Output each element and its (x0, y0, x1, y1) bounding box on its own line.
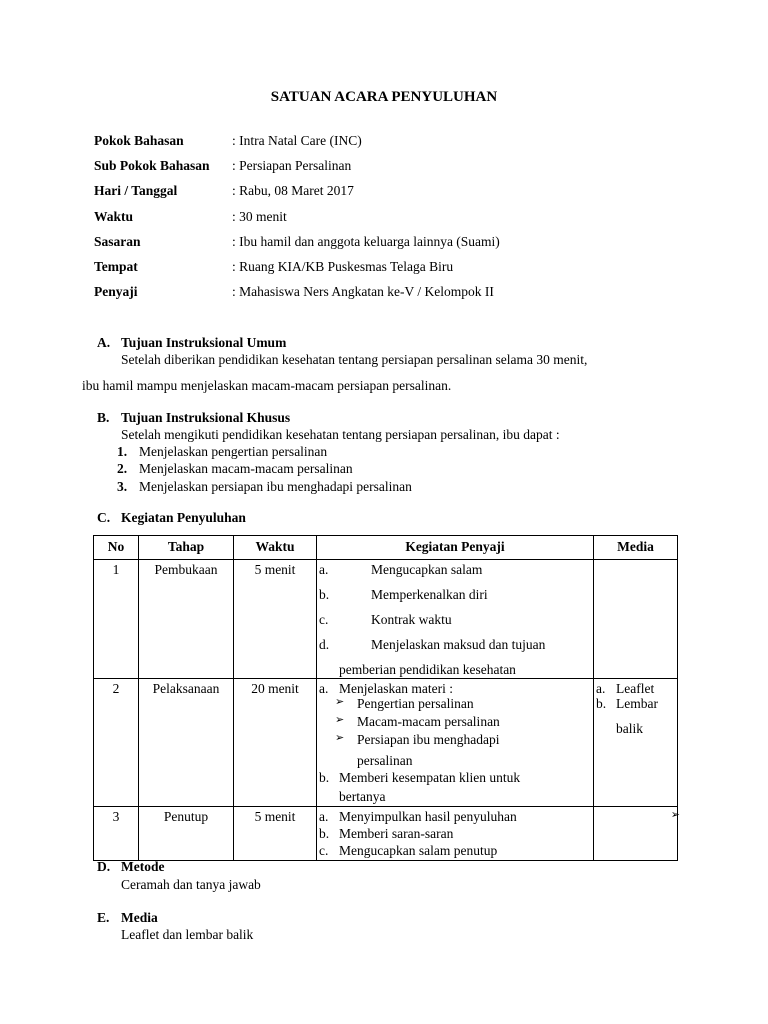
cell-waktu: 5 menit (234, 560, 317, 679)
item-marker: c. (319, 843, 329, 858)
section-c-heading (97, 510, 246, 526)
item-text: Menjelaskan materi : (339, 681, 453, 696)
item-text: Memperkenalkan diri (371, 587, 488, 602)
document-title: SATUAN ACARA PENYULUHAN (270, 89, 498, 105)
arrow-bullet-icon: ➢ (335, 696, 345, 708)
item-text: Memberi saran-saran (339, 826, 454, 841)
table-row (94, 807, 678, 861)
media-line (594, 721, 677, 737)
cell-tahap: Penutup (139, 807, 234, 861)
info-label: Sasaran (94, 233, 141, 249)
info-value: : Mahasiswa Ners Angkatan ke-V / Kelompok II (232, 284, 494, 300)
item-text: Pengertian persalinan (357, 696, 474, 711)
section-title: Media (121, 910, 158, 925)
section-title: Tujuan Instruksional Khusus (121, 410, 291, 425)
activity-line (317, 753, 593, 770)
item-text: bertanya (339, 789, 386, 804)
info-value: : 30 menit (232, 208, 287, 224)
cell-no: 1 (94, 560, 139, 679)
activity-line (317, 843, 593, 860)
list-number: 1. (117, 444, 128, 459)
activity-line (317, 562, 593, 587)
list-text: Menjelaskan pengertian persalinan (139, 444, 328, 459)
item-text: pemberian pendidikan kesehatan (339, 662, 516, 677)
info-row (94, 133, 500, 158)
media-list (594, 681, 677, 737)
item-text: Memberi kesempatan klien untuk (339, 770, 521, 785)
item-text: Kontrak waktu (371, 612, 452, 627)
item-text: Leaflet (616, 681, 655, 696)
table-row (94, 560, 678, 679)
activity-line (317, 789, 593, 805)
section-d-text: Ceramah dan tanya jawab (121, 877, 261, 892)
cell-media (594, 560, 678, 679)
info-value: : Intra Natal Care (INC) (232, 133, 362, 148)
activity-line (317, 681, 593, 696)
cell-kegiatan (317, 679, 594, 807)
item-text: balik (616, 721, 643, 736)
item-marker: a. (596, 681, 606, 696)
activity-line (317, 770, 593, 789)
section-b-intro: Setelah mengikuti pendidikan kesehatan tentang persiapan persalinan, ibu dapat : (121, 427, 560, 442)
info-row (94, 183, 500, 208)
info-label: Penyaji (94, 284, 138, 300)
item-marker: c. (319, 612, 329, 627)
cell-no: 2 (94, 679, 139, 807)
cell-waktu: 20 menit (234, 679, 317, 807)
section-a-heading (97, 335, 286, 351)
item-marker: b. (319, 770, 330, 785)
activity-line (317, 662, 593, 678)
item-marker: a. (319, 562, 329, 577)
item-text: Mengucapkan salam (371, 562, 483, 577)
info-row (94, 158, 500, 183)
activity-line (317, 696, 593, 714)
cell-media (594, 807, 678, 861)
item-text: persalinan (357, 753, 413, 768)
section-d-heading (97, 859, 164, 875)
header-media: Media (594, 536, 678, 560)
list-number: 2. (117, 461, 128, 477)
section-e-heading (97, 910, 158, 926)
activity-line (317, 587, 593, 612)
activity-line (317, 637, 593, 662)
info-value: : Ruang KIA/KB Puskesmas Telaga Biru (232, 258, 454, 274)
info-label: Pokok Bahasan (94, 133, 184, 148)
info-label: Sub Pokok Bahasan (94, 158, 210, 174)
activity-line (317, 732, 593, 753)
header-tahap: Tahap (139, 536, 234, 560)
section-letter: A. (97, 335, 111, 350)
item-marker: d. (319, 637, 330, 652)
section-a-paragraph-line: ibu hamil mampu menjelaskan macam-macam persiapan persalinan. (82, 378, 452, 393)
list-text: Menjelaskan macam-macam persalinan (139, 461, 353, 477)
item-text: Macam-macam persalinan (357, 714, 500, 729)
item-text: Persiapan ibu menghadapi (357, 732, 500, 747)
item-text: Mengucapkan salam penutup (339, 843, 498, 858)
arrow-bullet-icon: ➢ (335, 732, 345, 744)
arrow-bullet-icon: ➢ (670, 809, 680, 821)
item-marker: a. (319, 681, 329, 696)
header-no: No (94, 536, 139, 560)
info-row (94, 284, 500, 309)
item-marker: b. (596, 696, 607, 711)
info-value: : Ibu hamil dan anggota keluarga lainnya (Suami) (232, 233, 500, 249)
activity-line (317, 809, 593, 826)
section-title: Kegiatan Penyuluhan (121, 510, 246, 525)
section-letter: C. (97, 510, 111, 525)
activity-table (93, 535, 678, 861)
item-marker: b. (319, 826, 330, 841)
info-row (94, 234, 500, 259)
section-b-heading (97, 410, 290, 426)
activity-line (317, 612, 593, 637)
info-label: Waktu (94, 208, 134, 224)
cell-kegiatan (317, 807, 594, 861)
item-marker: a. (319, 809, 329, 824)
cell-tahap: Pembukaan (139, 560, 234, 679)
cell-waktu: 5 menit (234, 807, 317, 861)
info-value: : Persiapan Persalinan (232, 158, 352, 174)
section-e-text: Leaflet dan lembar balik (121, 927, 254, 942)
objectives-list (117, 444, 412, 496)
item-text: Menyimpulkan hasil penyuluhan (339, 809, 517, 824)
section-letter: D. (97, 859, 111, 874)
item-text: Lembar (616, 696, 658, 711)
info-block (94, 133, 500, 309)
section-letter: E. (97, 910, 110, 925)
section-title: Tujuan Instruksional Umum (121, 335, 287, 350)
section-letter: B. (97, 410, 110, 425)
info-label: Hari / Tanggal (94, 183, 178, 199)
list-item (117, 444, 412, 461)
list-item (117, 479, 412, 496)
arrow-bullet-icon: ➢ (335, 714, 345, 726)
media-line (594, 681, 677, 696)
activity-line (317, 826, 593, 843)
cell-tahap: Pelaksanaan (139, 679, 234, 807)
item-text: Menjelaskan maksud dan tujuan (371, 637, 546, 652)
list-item (117, 461, 412, 478)
activity-line (317, 714, 593, 732)
section-title: Metode (121, 859, 165, 874)
section-a-paragraph-line: Setelah diberikan pendidikan kesehatan tentang persiapan persalinan selama 30 menit, (121, 352, 588, 367)
cell-no: 3 (94, 807, 139, 861)
info-row (94, 259, 500, 284)
cell-media (594, 679, 678, 807)
list-text: Menjelaskan persiapan ibu menghadapi persalinan (139, 478, 412, 494)
info-value: : Rabu, 08 Maret 2017 (232, 183, 354, 199)
list-number: 3. (117, 478, 128, 494)
info-row (94, 209, 500, 234)
header-waktu: Waktu (234, 536, 317, 560)
table-row (94, 679, 678, 807)
info-label: Tempat (94, 258, 138, 274)
cell-kegiatan (317, 560, 594, 679)
media-line (594, 696, 677, 721)
table-header-row (94, 536, 678, 560)
header-kegiatan: Kegiatan Penyaji (317, 536, 594, 560)
item-marker: b. (319, 587, 330, 602)
